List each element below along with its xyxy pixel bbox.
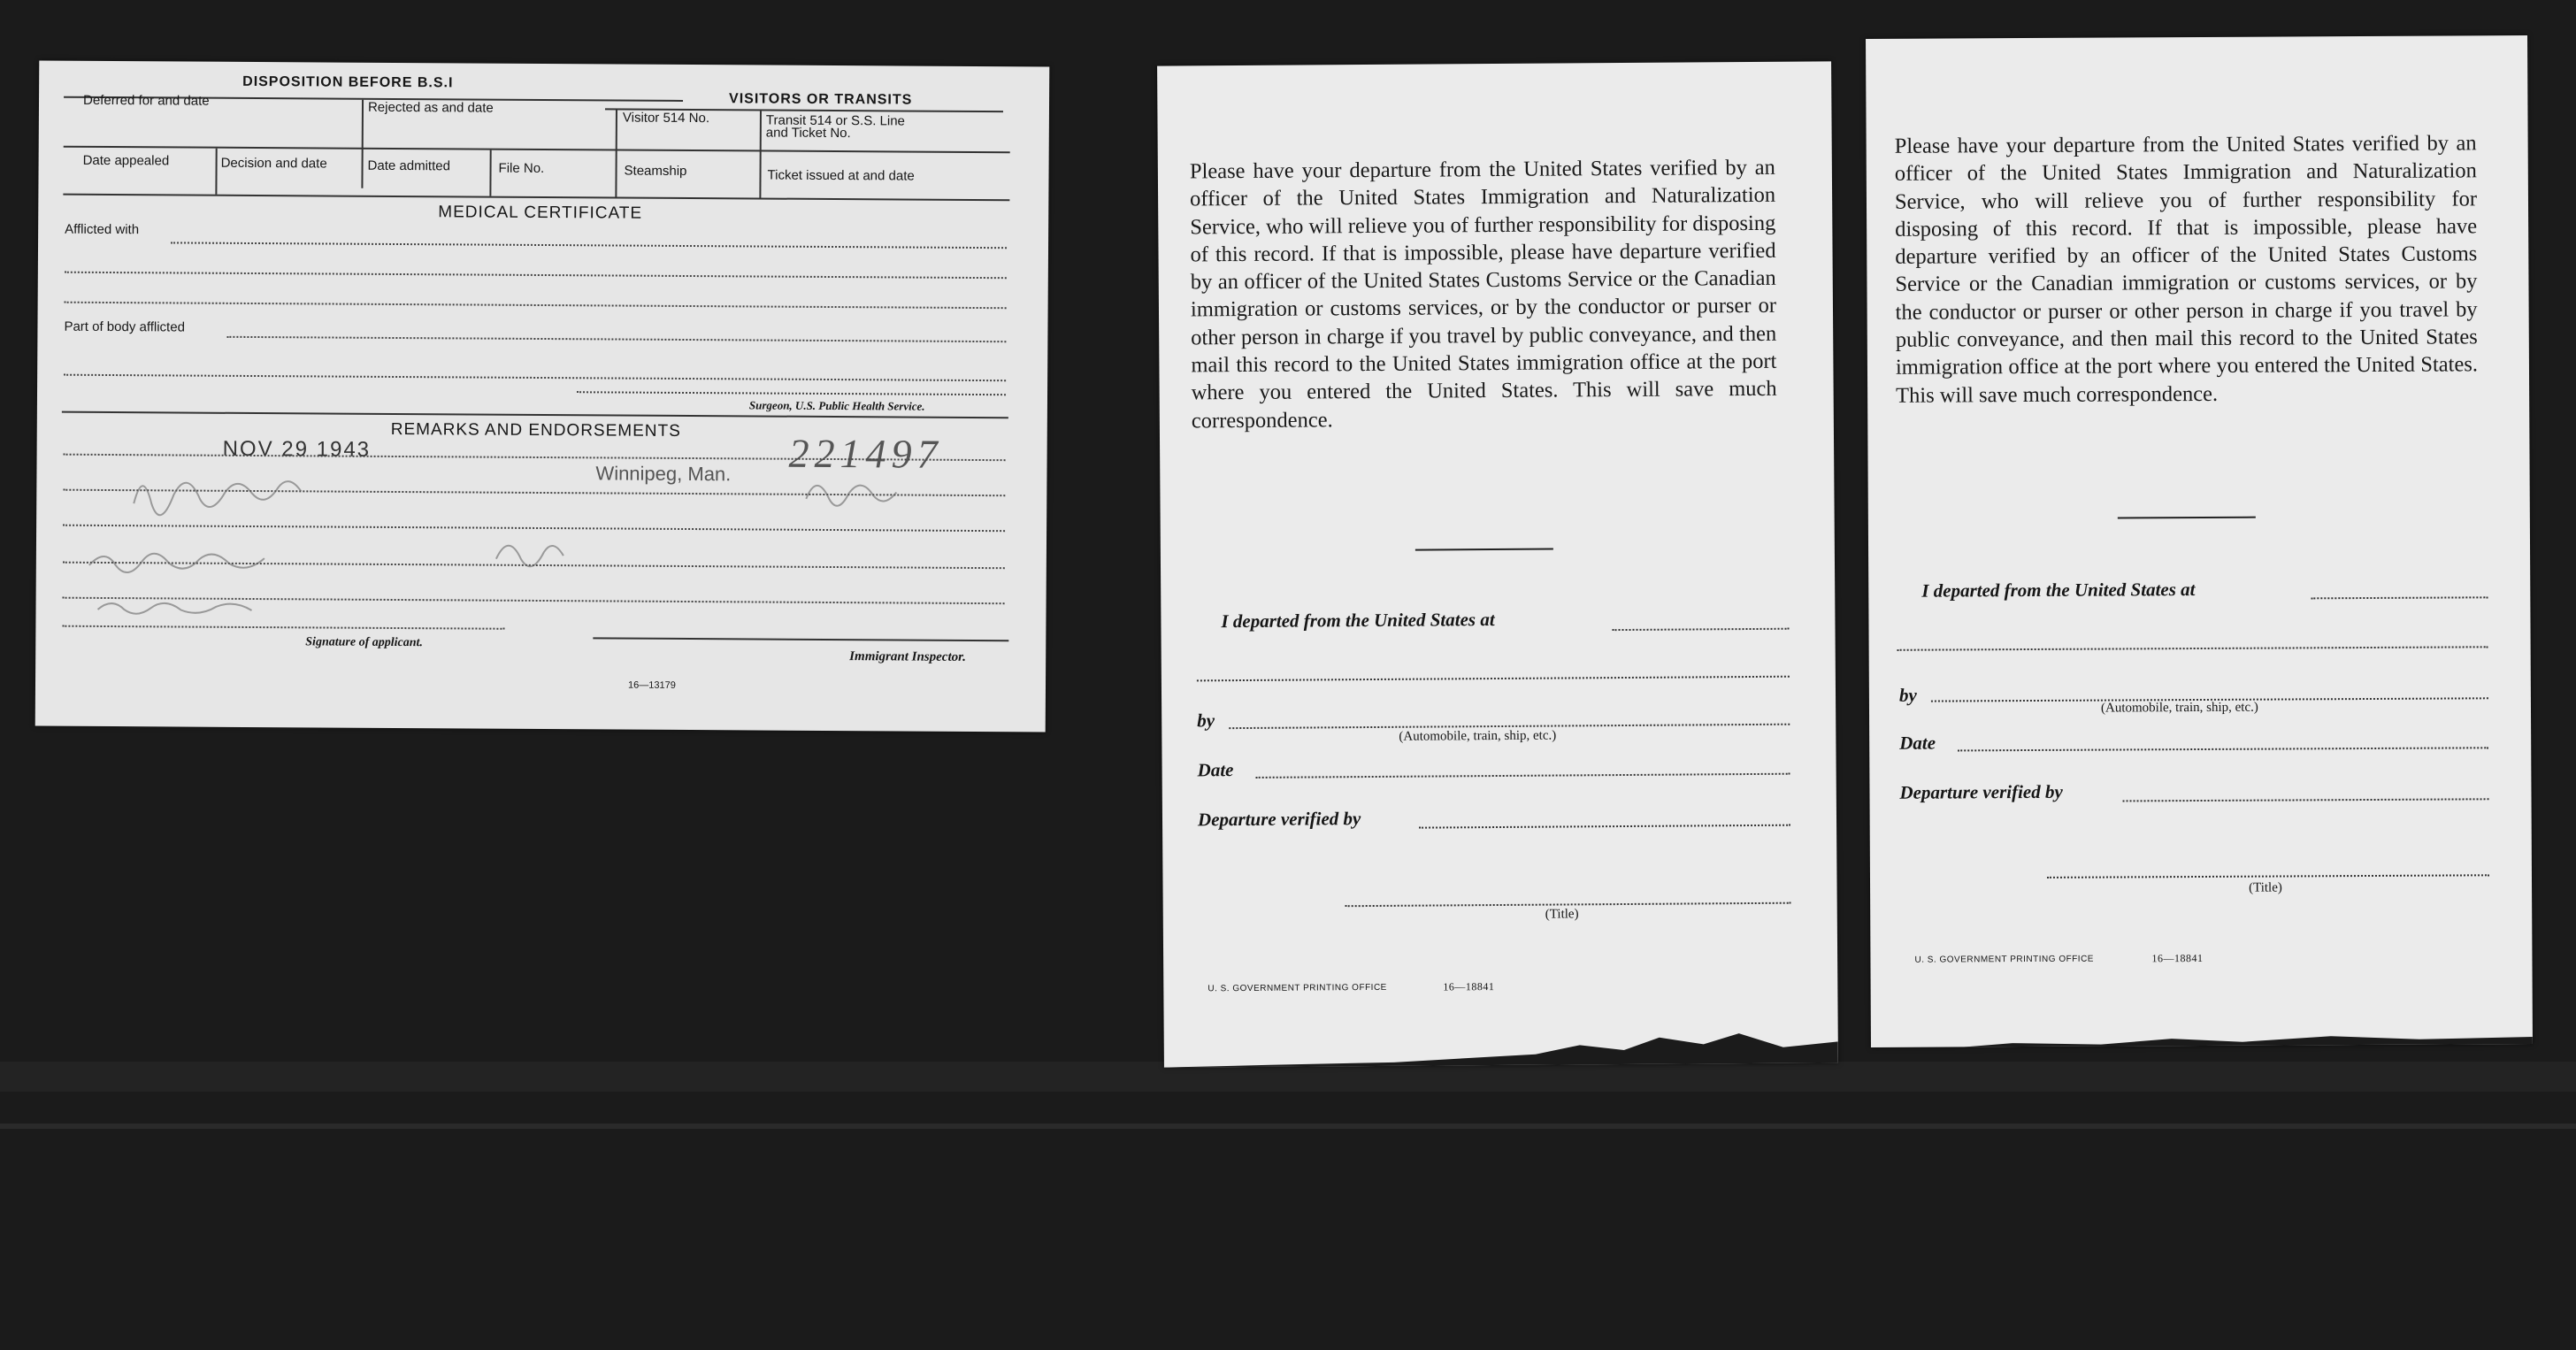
part-of-body-label: Part of body afflicted xyxy=(64,318,186,335)
immigrant-inspector-caption: Immigrant Inspector. xyxy=(849,649,966,664)
departure-instructions: Please have your departure from the United States verified by an officer of the United States Immigration and Naturalization Service, who will relieve you of further responsibility for disposing of this record. If that is impossible, please have departure verified by an officer of the United States Customs Service or the Canadian immigration or customs services, or by the conductor or purser or other person in charge if you travel by public conveyance, and then mail this record to the United States immigration office at the port where you entered the United States. This will save much correspondence. xyxy=(1894,131,2479,408)
departure-record-form xyxy=(1866,35,2533,1047)
departed-line xyxy=(1613,628,1790,631)
date-line xyxy=(1256,773,1790,779)
verified-label: Departure verified by xyxy=(1197,808,1361,831)
separator-rule xyxy=(2118,517,2256,519)
form-number: 16—18841 xyxy=(2151,951,2204,965)
handwriting-strokes xyxy=(35,61,1050,733)
signature-applicant-caption: Signature of applicant. xyxy=(305,635,423,650)
departed-line xyxy=(2311,596,2488,599)
date-line xyxy=(1958,747,2488,751)
title-line xyxy=(2047,874,2489,878)
rejected-label: Rejected as and date xyxy=(367,99,494,116)
deferred-label: Deferred for and date xyxy=(82,92,210,109)
date-label: Date xyxy=(1197,759,1234,781)
departure-instructions: Please have your departure from the United States verified by an officer of the United States Immigration and Naturalization Service, who will relieve you of further responsibility for disposing of this record. If that is impossible, please have departure verified by an officer of the United States Customs Service or the Canadian immigration or customs services, or by the conductor or purser or other person in charge if you travel by public conveyance, and then mail this record to the United States immigration office at the port where you entered the United States. This will save much correspondence. xyxy=(1189,155,1777,433)
city-stamp: Winnipeg, Man. xyxy=(595,462,732,486)
torn-edge xyxy=(1164,1016,1838,1067)
background-band xyxy=(0,1124,2576,1129)
verified-line xyxy=(2123,798,2489,802)
date-appealed-label: Date appealed xyxy=(82,152,170,169)
visitors-header: VISITORS OR TRANSITS xyxy=(729,91,913,108)
visitor-514-label: Visitor 514 No. xyxy=(622,110,710,127)
departed-line-2 xyxy=(1197,676,1790,682)
file-no-label: File No. xyxy=(498,160,545,177)
transit-514-label-2: and Ticket No. xyxy=(765,125,851,142)
by-label: by xyxy=(1197,710,1215,732)
by-label: by xyxy=(1898,684,1917,706)
form-number: 16—18841 xyxy=(1443,980,1495,993)
departed-label: I departed from the United States at xyxy=(1921,579,2196,602)
torn-edge xyxy=(1871,1019,2533,1047)
ticket-issued-label: Ticket issued at and date xyxy=(767,167,915,184)
verified-line xyxy=(1419,825,1790,829)
departure-record-form xyxy=(1157,61,1838,1067)
handwritten-number: 221497 xyxy=(788,430,943,477)
departed-line-2 xyxy=(1898,646,2488,650)
printer-mark: U. S. GOVERNMENT PRINTING OFFICE xyxy=(1208,982,1387,994)
date-stamp: NOV 29 1943 xyxy=(222,436,372,462)
by-caption: (Automobile, train, ship, etc.) xyxy=(2100,700,2258,716)
card-form-number: 16—13179 xyxy=(627,679,676,691)
separator-rule xyxy=(1415,548,1553,551)
printer-mark: U. S. GOVERNMENT PRINTING OFFICE xyxy=(1914,954,2094,965)
date-admitted-label: Date admitted xyxy=(367,157,451,174)
verified-label: Departure verified by xyxy=(1899,780,2063,803)
remarks-header: REMARKS AND ENDORSEMENTS xyxy=(390,419,681,441)
decision-label: Decision and date xyxy=(220,155,327,172)
title-line xyxy=(1346,902,1791,908)
steamship-label: Steamship xyxy=(624,163,687,179)
title-caption: (Title) xyxy=(2249,880,2282,895)
immigration-record-card xyxy=(35,61,1050,733)
disposition-header: DISPOSITION BEFORE B.S.I xyxy=(242,73,454,91)
afflicted-with-label: Afflicted with xyxy=(65,221,140,238)
medical-certificate-header: MEDICAL CERTIFICATE xyxy=(438,203,643,223)
surgeon-caption: Surgeon, U.S. Public Health Service. xyxy=(748,398,925,413)
date-label: Date xyxy=(1899,732,1936,754)
departed-label: I departed from the United States at xyxy=(1221,609,1495,633)
by-caption: (Automobile, train, ship, etc.) xyxy=(1399,728,1557,744)
transit-514-label: Transit 514 or S.S. Line xyxy=(765,112,905,129)
title-caption: (Title) xyxy=(1545,907,1579,922)
